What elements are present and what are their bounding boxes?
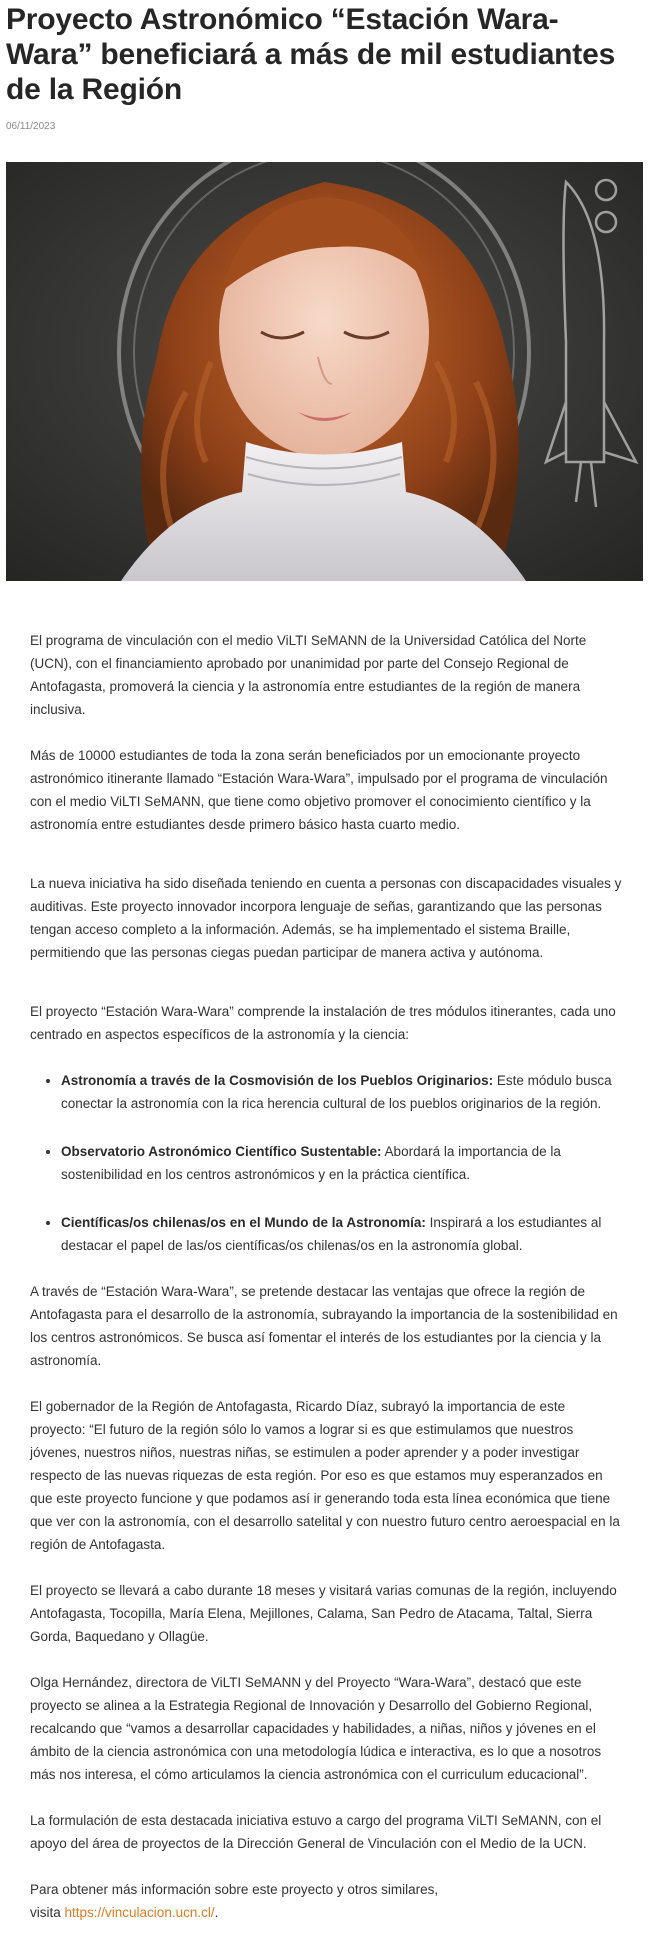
- module-title: Observatorio Astronómico Científico Sustentable:: [61, 1144, 382, 1159]
- module-text: Inspirará a los estudiantes al destacar el papel de las/os científicas/os chilenas/os en la astronomía global.: [61, 1215, 602, 1253]
- hero-image: [6, 162, 643, 581]
- more-info-paragraph: [30, 1878, 624, 1924]
- body-paragraph: El gobernador de la Región de Antofagasta, Ricardo Díaz, subrayó la importancia de este proyecto: “El futuro de la región sólo lo vamos a lograr si es que estimulamos que nuestros jóvenes, nuestros niños, nuestras niñas, se estimulen a poder aprender y a poder investigar respecto de las nuevas riquezas de esta región. Por eso es que estamos muy esperanzados en que este proyecto funcione y que podamos así ir generando toda esta línea económica que tiene que ver con la astronomía, con el desarrollo satelital y con nuestro futuro centro aeroespacial en la región de Antofagasta.: [30, 1399, 620, 1552]
- article-body: [0, 581, 650, 1924]
- module-title: Científicas/os chilenas/os en el Mundo de la Astronomía:: [61, 1215, 426, 1230]
- body-paragraph: La nueva iniciativa ha sido diseñada teniendo en cuenta a personas con discapacidades visuales y auditivas. Este proyecto innovador incorpora lenguaje de señas, garantizando que las personas tengan acceso completo a la información. Además, se ha implementado el sistema Braille, permitiendo que las personas ciegas puedan participar de manera activa y autónoma.: [30, 876, 622, 960]
- more-info-text: Para obtener más información sobre este proyecto y otros similares,: [30, 1882, 439, 1897]
- list-item: [61, 1211, 624, 1257]
- body-paragraph: A través de “Estación Wara-Wara”, se pretende destacar las ventajas que ofrece la región de Antofagasta para el desarrollo de la astronomía, subrayando la importancia de la sostenibilidad en los centros astronómicos. Se busca así fomentar el interés de los estudiantes por la ciencia y la astronomía.: [30, 1284, 618, 1368]
- visit-text: visita: [30, 1905, 65, 1920]
- module-text: Abordará la importancia de la sostenibilidad en los centros astronómicos y en la práctica científica.: [61, 1144, 561, 1182]
- body-paragraph: El programa de vinculación con el medio ViLTI SeMANN de la Universidad Católica del Norte (UCN), con el financiamiento aprobado por unanimidad por parte del Consejo Regional de Antofagasta, promoverá la ciencia y la astronomía entre estudiantes de la región de manera inclusiva.: [30, 633, 587, 717]
- article-date: 06/11/2023: [6, 121, 56, 132]
- body-paragraph: El proyecto se llevará a cabo durante 18 meses y visitará varias comunas de la región, incluyendo Antofagasta, Tocopilla, María Elena, Mejillones, Calama, San Pedro de Atacama, Taltal, Sierra Gorda, Baquedano y Ollagüe.: [30, 1583, 617, 1644]
- modules-list: [30, 1069, 624, 1257]
- vinculacion-link[interactable]: https://vinculacion.ucn.cl/: [64, 1905, 215, 1920]
- body-paragraph: El proyecto “Estación Wara-Wara” comprende la instalación de tres módulos itinerantes, cada uno centrado en aspectos específicos de la astronomía y la ciencia:: [30, 1004, 616, 1042]
- module-text: Este módulo busca conectar la astronomía con la rica herencia cultural de los pueblos originarios de la región.: [61, 1073, 612, 1111]
- body-paragraph: Olga Hernández, directora de ViLTI SeMANN y del Proyecto “Wara-Wara”, destacó que este proyecto se alinea a la Estrategia Regional de Innovación y Desarrollo del Gobierno Regional, recalcando que “vamos a desarrollar capacidades y habilidades, a niñas, niños y jóvenes en el ámbito de la ciencia astronómica con una metodología lúdica e interactiva, es lo que a nosotros más nos interesa, el cómo articulamos la ciencia astronómica con el curriculum educacional”.: [30, 1675, 602, 1782]
- period-text: .: [214, 1905, 219, 1920]
- list-item: [61, 1140, 624, 1186]
- body-paragraph: La formulación de esta destacada iniciativa estuvo a cargo del programa ViLTI SeMANN, con el apoyo del área de proyectos de la Dirección General de Vinculación con el Medio de la UCN.: [30, 1813, 602, 1851]
- body-paragraph: Más de 10000 estudiantes de toda la zona serán beneficiados por un emocionante proyecto astronómico itinerante llamado “Estación Wara-Wara”, impulsado por el programa de vinculación con el medio ViLTI SeMANN, que tiene como objetivo promover el conocimiento científico y la astronomía entre estudiantes desde primero básico hasta cuarto medio.: [30, 748, 608, 832]
- list-item: [61, 1069, 624, 1115]
- module-title: Astronomía a través de la Cosmovisión de los Pueblos Originarios:: [61, 1073, 494, 1088]
- girl-astronaut-photo-icon: [6, 162, 643, 581]
- article-title: Proyecto Astronómico “Estación Wara-Wara” beneficiará a más de mil estudiantes de la Región: [6, 3, 616, 106]
